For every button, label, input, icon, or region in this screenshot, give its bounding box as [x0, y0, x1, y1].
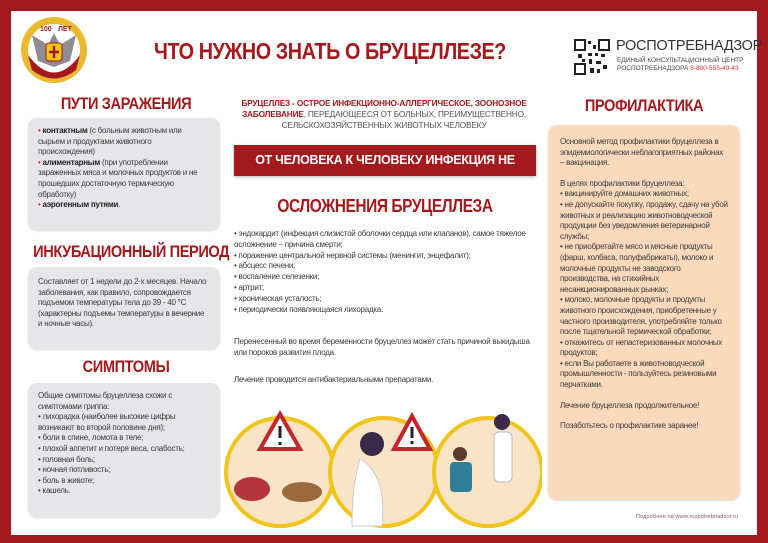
prevention-note-care: Позаботьтесь о профилактике заранее!	[560, 421, 699, 431]
incubation-heading: ИНКУБАЦИОННЫЙ ПЕРИОД	[33, 242, 230, 261]
route-item: • алиментарным (при употреблении зараженных мяса и молочных продуктов и не прошедших достаточную термическую обработку)	[38, 157, 198, 199]
complication-item: • артрит;	[234, 282, 264, 292]
definition-rest: , ПЕРЕДАЮЩЕЕСЯ ОТ БОЛЬНЫХ, ПРЕИМУЩЕСТВЕННО, СЕЛЬСКОХОЗЯЙСТВЕННЫХ ЖИВОТНЫХ ЧЕЛОВЕКУ	[281, 109, 526, 130]
complication-item: • поражение центральной нервной системы (менингит, энцефалит);	[234, 250, 471, 260]
incubation-text: Составляет от 1 недели до 2-х месяцев. Начало заболевания, как правило, сопровождается подъемом температуры тела до 39 - 40 °С (характерны подъемы температуры в вечерние и ночные часы).	[38, 277, 207, 329]
route-item: • аэрогенным путями.	[38, 200, 121, 210]
symptom-item: • кашель.	[38, 486, 71, 496]
complication-item: • периодически появляющаяся лихорадка.	[234, 304, 383, 314]
symptom-item: • плохой аппетит и потеря веса, слабость;	[38, 443, 185, 453]
incubation-box	[28, 267, 220, 349]
qr-code-icon[interactable]	[574, 39, 610, 75]
routes-heading: ПУТИ ЗАРАЖЕНИЯ	[60, 94, 192, 113]
route-item: • контактным (с больным животным или сырьем и продуктами животного происхождения)	[38, 126, 182, 157]
symptom-item: • ночная потливость;	[38, 465, 111, 475]
pregnant-woman-illustration-icon	[330, 416, 438, 526]
definition-text	[236, 98, 532, 131]
complications-heading: ОСЛОЖНЕНИЯ БРУЦЕЛЛЕЗА	[277, 196, 493, 216]
prevention-main: Основной метод профилактики бруцеллеза в эпидемиологически неблагоприятных районах – вакцинация.	[560, 137, 724, 168]
complication-item: • эндокардит (инфекция слизистой оболочки сердца или клапанов), самое тяжелое осложнение – причина смерти;	[234, 229, 526, 249]
complication-item: • воспаление селезенки;	[234, 272, 320, 282]
symptom-item: • боль в животе;	[38, 475, 94, 485]
prevention-item: • не приобретайте мясо и мясные продукты (фарш, колбаса, полуфабрикаты), молоко и молочные продукты не заводского производства, на стихийных несанкционированных рынках;	[560, 242, 714, 294]
consult-center-line2: РОСПОТРЕБНАДЗОРА	[617, 65, 689, 72]
symptoms-box	[28, 383, 220, 517]
svg-text:100: 100	[40, 26, 52, 33]
symptom-item: • боли в спине, ломота в теле;	[38, 433, 144, 443]
prevention-item: • вакцинируйте домашних животных;	[560, 189, 689, 199]
prevention-item: • не допускайте покупку, продажу, сдачу на убой животных и реализацию животноводческой продукции без уведомления ветеринарной службы;	[560, 199, 728, 241]
prevention-heading: ПРОФИЛАКТИКА	[584, 96, 704, 115]
symptom-item: • головная боль;	[38, 454, 95, 464]
symptoms-heading: СИМПТОМЫ	[82, 357, 170, 376]
complication-item: • хроническая усталость;	[234, 293, 322, 303]
prevention-item: • молоко, молочные продукты и продукты животного происхождения, приобретенные у частного производителя, употребляйте только после тщательной термической обработки;	[560, 295, 722, 337]
page-title: ЧТО НУЖНО ЗНАТЬ О БРУЦЕЛЛЕЗЕ?	[154, 38, 506, 64]
hotline-phone[interactable]: 8-800-555-49-43	[690, 65, 739, 72]
meat-and-dog-illustration-icon	[226, 414, 334, 526]
pregnancy-text: Перенесенный во время беременности бруцеллез может стать причиной выкидыша или пороков развития плода.	[234, 337, 530, 357]
brand-name: РОСПОТРЕБНАДЗОР	[616, 38, 763, 54]
illustrations	[222, 394, 542, 534]
prevention-box	[548, 125, 740, 500]
no-human-transmission-banner: ОТ ЧЕЛОВЕКА К ЧЕЛОВЕКУ ИНФЕКЦИЯ НЕ ПЕРЕДАЁТСЯ	[234, 145, 536, 176]
definition-bold: БРУЦЕЛЛЕЗ - ОСТРОЕ ИНФЕКЦИОННО-АЛЛЕРГИЧЕСКОЕ, ЗООНОЗНОЕ ЗАБОЛЕВАНИЕ	[241, 98, 527, 119]
prevention-intro: В целях профилактики бруцеллеза:	[560, 178, 685, 188]
prevention-note-treatment: Лечение бруцеллеза продолжительное!	[560, 400, 700, 410]
treatment-text: Лечение проводится антибактериальными препаратами.	[234, 375, 434, 384]
rospotrebnadzor-100-years-emblem-icon	[18, 15, 90, 85]
footer-link[interactable]: Подробнее на www.rospotrebnadzor.ru	[635, 514, 738, 520]
symptom-item: • лихорадка (наиболее высокие цифры возникают во второй половине дня);	[38, 412, 176, 432]
svg-text:ЛЕТ: ЛЕТ	[58, 26, 72, 33]
consult-center-line1: ЕДИНЫЙ КОНСУЛЬТАЦИОННЫЙ ЦЕНТР	[617, 57, 744, 64]
complication-item: • абсцесс печени;	[234, 261, 296, 271]
consult-center	[617, 57, 743, 73]
doctor-vaccination-illustration-icon	[434, 414, 542, 526]
prevention-item: • откажитесь от непастеризованных молочных продуктов;	[560, 337, 723, 358]
symptoms-intro: Общие симптомы бруцеллеза схожи с симптомами гриппа:	[38, 391, 172, 411]
complications-list	[234, 229, 534, 315]
prevention-item: • если Вы работаете в животноводческой промышленности - пользуйтесь резиновыми перчатками.	[560, 358, 717, 390]
routes-box	[28, 118, 220, 230]
